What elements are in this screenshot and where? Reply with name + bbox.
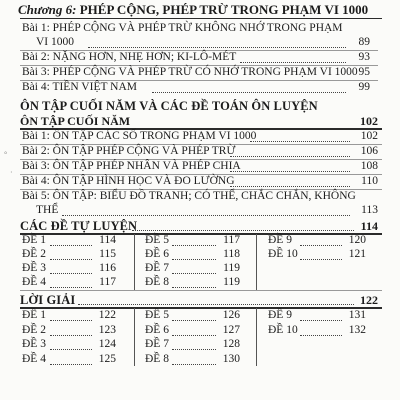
toc-entry-title: Bài 1: PHÉP CỘNG VÀ PHÉP TRỪ KHÔNG NHỚ TRONG PHẠM	[22, 22, 343, 34]
chapter-title: PHÉP CỘNG, PHÉP TRỪ TRONG PHẠM VI 1000	[79, 2, 369, 17]
test-entry-page: 125	[98, 352, 116, 365]
toc-entry-title: Bài 2: NẶNG HƠN, NHẸ HƠN; KI-LÔ-MÉT	[22, 51, 237, 63]
toc-page-number: 102	[360, 130, 378, 142]
toc-entry-title: Bài 4: TIỀN VIỆT NAM	[22, 81, 137, 93]
test-entry-page: 117	[223, 234, 240, 246]
scan-mark: °	[4, 150, 8, 159]
test-entry-label[interactable]: ĐỀ 7	[145, 338, 169, 350]
toc-entry-title: Bài 5: ÔN TẬP: BIỂU ĐỒ TRANH; CÓ THỂ, CHẮC CHẮN, KHÔNG	[22, 190, 356, 202]
dot-leader	[300, 259, 342, 260]
section-rule	[20, 233, 382, 235]
dot-leader	[88, 47, 346, 48]
test-entry-label[interactable]: ĐỀ 4	[22, 276, 46, 288]
toc-page-number: 108	[360, 160, 378, 172]
test-entry-page: 124	[98, 338, 116, 350]
test-entry-label[interactable]: ĐỀ 6	[145, 248, 169, 260]
test-entry-page: 116	[99, 262, 116, 274]
section-rule	[20, 307, 382, 309]
review-subheading-page: 102	[360, 114, 378, 128]
solutions-heading[interactable]: LỜI GIẢI	[20, 293, 76, 307]
dot-leader	[62, 215, 350, 216]
dot-leader	[172, 259, 216, 260]
dot-leader	[240, 62, 346, 63]
dot-leader	[230, 156, 350, 157]
dot-leader	[300, 320, 342, 321]
test-entry-label[interactable]: ĐỀ 3	[22, 262, 46, 274]
toc-page-number: 99	[358, 81, 370, 93]
dot-leader	[50, 364, 92, 365]
toc-entry-lesson-1-cont	[36, 36, 74, 48]
toc-page-number: 93	[358, 51, 370, 63]
test-entry-label[interactable]: ĐỀ 2	[22, 323, 46, 336]
test-entry-label[interactable]: ĐỀ 7	[145, 262, 169, 274]
test-entry-label[interactable]: ĐỀ 6	[145, 323, 169, 336]
test-entry-page: 128	[222, 338, 240, 350]
test-entry-page: 121	[348, 248, 366, 260]
column-divider	[134, 308, 135, 366]
test-entry-page: 119	[223, 262, 240, 274]
toc-entry-lesson-1[interactable]	[22, 22, 343, 34]
dot-leader	[172, 245, 216, 246]
test-entry-label[interactable]: ĐỀ 1	[22, 234, 46, 246]
test-entry-label[interactable]: ĐỀ 10	[268, 248, 298, 260]
row-divider	[20, 290, 382, 291]
test-entry-label[interactable]: ĐỀ 5	[145, 309, 169, 321]
dot-leader	[172, 273, 216, 274]
dot-leader	[300, 245, 342, 246]
dot-leader	[50, 320, 92, 321]
toc-entry-title-cont: THỂ	[36, 204, 59, 216]
dot-leader	[78, 304, 354, 305]
test-entry-page: 118	[223, 248, 240, 260]
test-entry-page: 114	[99, 234, 116, 246]
test-entry-label[interactable]: ĐỀ 4	[22, 352, 46, 365]
test-entry-label[interactable]: ĐỀ 3	[22, 338, 46, 350]
test-entry-page: 120	[348, 234, 366, 246]
test-entry-label[interactable]: ĐỀ 8	[145, 276, 169, 288]
toc-entry-lesson-2[interactable]	[22, 51, 236, 63]
test-entry-label[interactable]: ĐỀ 10	[268, 323, 298, 336]
toc-entry-review-2[interactable]	[22, 145, 235, 157]
review-subheading[interactable]: ÔN TẬP CUỐI NĂM	[20, 114, 131, 128]
test-entry-page: 126	[222, 309, 240, 321]
test-entry-label[interactable]: ĐỀ 8	[145, 352, 169, 365]
dot-leader	[50, 273, 92, 274]
toc-entry-review-5-cont	[36, 204, 58, 216]
toc-entry-review-1[interactable]	[22, 130, 256, 142]
toc-entry-lesson-4[interactable]	[22, 81, 137, 93]
toc-page-number: 110	[361, 175, 378, 187]
dot-leader	[50, 245, 92, 246]
test-entry-page: 131	[348, 309, 366, 321]
test-entry-page: 127	[222, 323, 240, 336]
practice-page: 114	[360, 219, 378, 233]
test-entry-page: 122	[98, 309, 116, 321]
toc-page-number: 95	[358, 66, 370, 78]
toc-entry-title: Bài 1: ÔN TẬP CÁC SỐ TRONG PHẠM VI 1000	[22, 130, 257, 142]
chapter-heading	[18, 2, 368, 18]
scan-mark: ·	[10, 168, 13, 177]
solutions-page: 122	[360, 293, 378, 307]
dot-leader	[300, 335, 342, 336]
dot-leader	[172, 335, 216, 336]
test-entry-page: 130	[222, 352, 240, 365]
test-entry-label[interactable]: ĐỀ 1	[22, 309, 46, 321]
test-entry-page: 123	[98, 323, 116, 336]
test-entry-page: 132	[348, 323, 366, 336]
column-divider	[256, 234, 257, 290]
dot-leader	[172, 364, 216, 365]
test-entry-page: 119	[223, 276, 240, 288]
toc-page-number: 113	[361, 204, 378, 216]
dot-leader	[172, 320, 216, 321]
dot-leader	[50, 349, 92, 350]
toc-entry-review-5[interactable]	[22, 190, 356, 202]
test-entry-label[interactable]: ĐỀ 2	[22, 248, 46, 260]
review-heading: ÔN TẬP CUỐI NĂM VÀ CÁC ĐỀ TOÁN ÔN LUYỆN	[20, 99, 318, 113]
toc-entry-title: Bài 4: ÔN TẬP HÌNH HỌC VÀ ĐO LƯỜNG	[22, 175, 235, 187]
toc-page-number: 89	[358, 36, 370, 48]
dot-leader	[132, 230, 354, 231]
test-entry-page: 117	[99, 276, 116, 288]
dot-leader	[230, 186, 350, 187]
toc-page-number: 106	[360, 145, 378, 157]
dot-leader	[172, 287, 216, 288]
column-divider	[256, 308, 257, 366]
dot-leader	[50, 287, 92, 288]
toc-entry-lesson-3[interactable]	[22, 66, 358, 78]
toc-entry-review-3[interactable]	[22, 160, 241, 172]
dot-leader	[50, 335, 92, 336]
toc-entry-title: Bài 2: ÔN TẬP PHÉP CỘNG VÀ PHÉP TRỪ	[22, 145, 236, 157]
chapter-rule	[20, 18, 382, 19]
toc-entry-title: Bài 3: PHÉP CỘNG VÀ PHÉP TRỪ CÓ NHỚ TRONG PHẠM VI 1000	[22, 66, 358, 78]
chapter-label: Chương 6:	[18, 2, 77, 17]
toc-entry-title: Bài 3: ÔN TẬP PHÉP NHÂN VÀ PHÉP CHIA	[22, 160, 241, 172]
dot-leader	[152, 92, 346, 93]
column-divider	[134, 234, 135, 290]
test-entry-page: 115	[99, 248, 116, 260]
test-entry-label[interactable]: ĐỀ 5	[145, 234, 169, 246]
dot-leader	[50, 259, 92, 260]
toc-entry-review-4[interactable]	[22, 175, 235, 187]
toc-entry-title-cont: VI 1000	[36, 36, 75, 48]
practice-heading[interactable]: CÁC ĐỀ TỰ LUYỆN	[20, 219, 138, 233]
dot-leader	[230, 171, 350, 172]
test-entry-label[interactable]: ĐỀ 9	[268, 309, 292, 321]
test-entry-label[interactable]: ĐỀ 9	[268, 234, 292, 246]
dot-leader	[250, 141, 350, 142]
dot-leader	[172, 349, 216, 350]
